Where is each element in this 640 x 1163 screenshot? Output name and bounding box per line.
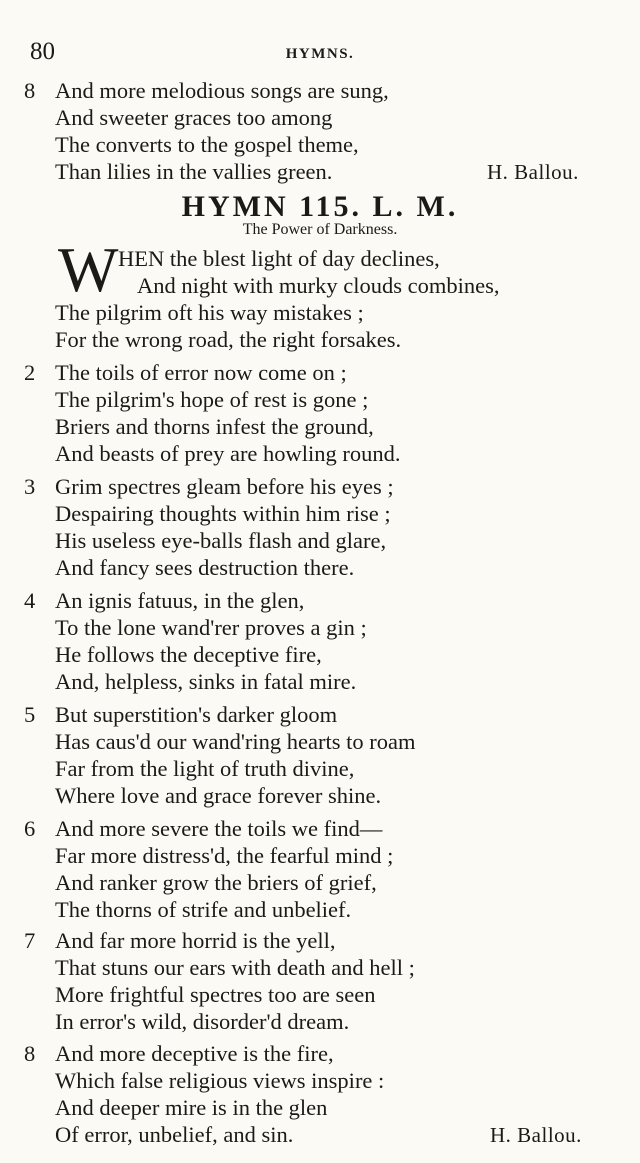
hymn-title: HYMN 115. L. M. [181,190,459,223]
verse-line: Where love and grace forever shine. [55,783,382,808]
verse-line: His useless eye-balls flash and glare, [55,528,387,553]
verse-line: And more deceptive is the fire, [55,1041,334,1066]
verse-line: And far more horrid is the yell, [55,928,336,953]
verse-line: Which false religious views inspire : [55,1068,385,1093]
verse-line: The pilgrim oft his way mistakes ; [55,300,364,325]
verse-line: For the wrong road, the right forsakes. [55,327,402,352]
verse-line: HEN the blest light of day declines, [118,246,440,271]
verse-line: The converts to the gospel theme, [55,132,359,157]
verse-number: 5 [24,702,36,727]
verse-number: 4 [24,588,36,613]
verse-line: And beasts of prey are howling round. [55,441,401,466]
verse-line: Briers and thorns infest the ground, [55,414,374,439]
verse-line: And night with murky clouds combines, [137,273,500,298]
page-header [28,38,612,68]
author-attribution: H. Ballou. [487,160,579,184]
verse-line: And ranker grow the briers of grief, [55,870,377,895]
verse-line: Far more distress'd, the fearful mind ; [55,843,394,868]
verse-number: 6 [24,816,36,841]
verse-line: An ignis fatuus, in the glen, [55,588,305,613]
verse-line: But superstition's darker gloom [55,702,338,727]
verse-line: Grim spectres gleam before his eyes ; [55,474,394,499]
verse-line: Far from the light of truth divine, [55,756,355,781]
verse-line: Despairing thoughts within him rise ; [55,501,391,526]
verse-line: Than lilies in the vallies green. [55,159,333,184]
verse-line: The pilgrim's hope of rest is gone ; [55,387,369,412]
verse-line: And more melodious songs are sung, [55,78,389,103]
verse-line: To the lone wand'rer proves a gin ; [55,615,367,640]
verse-number: 2 [24,360,36,385]
verse-number: 7 [24,928,36,953]
hymn-subtitle: The Power of Darkness. [242,221,398,238]
verse-line: In error's wild, disorder'd dream. [55,1009,350,1034]
verse-line: The toils of error now come on ; [55,360,347,385]
verse-line: More frightful spectres too are seen [55,982,376,1007]
verse-number: 8 [24,1041,36,1066]
verse-line: Has caus'd our wand'ring hearts to roam [55,729,416,754]
verse-line: The thorns of strife and unbelief. [55,897,352,922]
verse-line: And fancy sees destruction there. [55,555,355,580]
verse-line: And, helpless, sinks in fatal mire. [55,669,357,694]
page-number: 80 [30,38,55,65]
verse-line: And more severe the toils we find— [55,816,383,841]
running-title: HYMNS. [285,46,355,62]
verse-number: 3 [24,474,36,499]
author-attribution: H. Ballou. [490,1123,582,1147]
verse-line: And deeper mire is in the glen [55,1095,328,1120]
drop-cap: W [58,234,119,305]
verse-line: Of error, unbelief, and sin. [55,1122,294,1147]
verse-line: He follows the deceptive fire, [55,642,322,667]
verse-line: And sweeter graces too among [55,105,333,130]
verse-line: That stuns our ears with death and hell ; [55,955,415,980]
verse-number: 8 [24,78,36,103]
